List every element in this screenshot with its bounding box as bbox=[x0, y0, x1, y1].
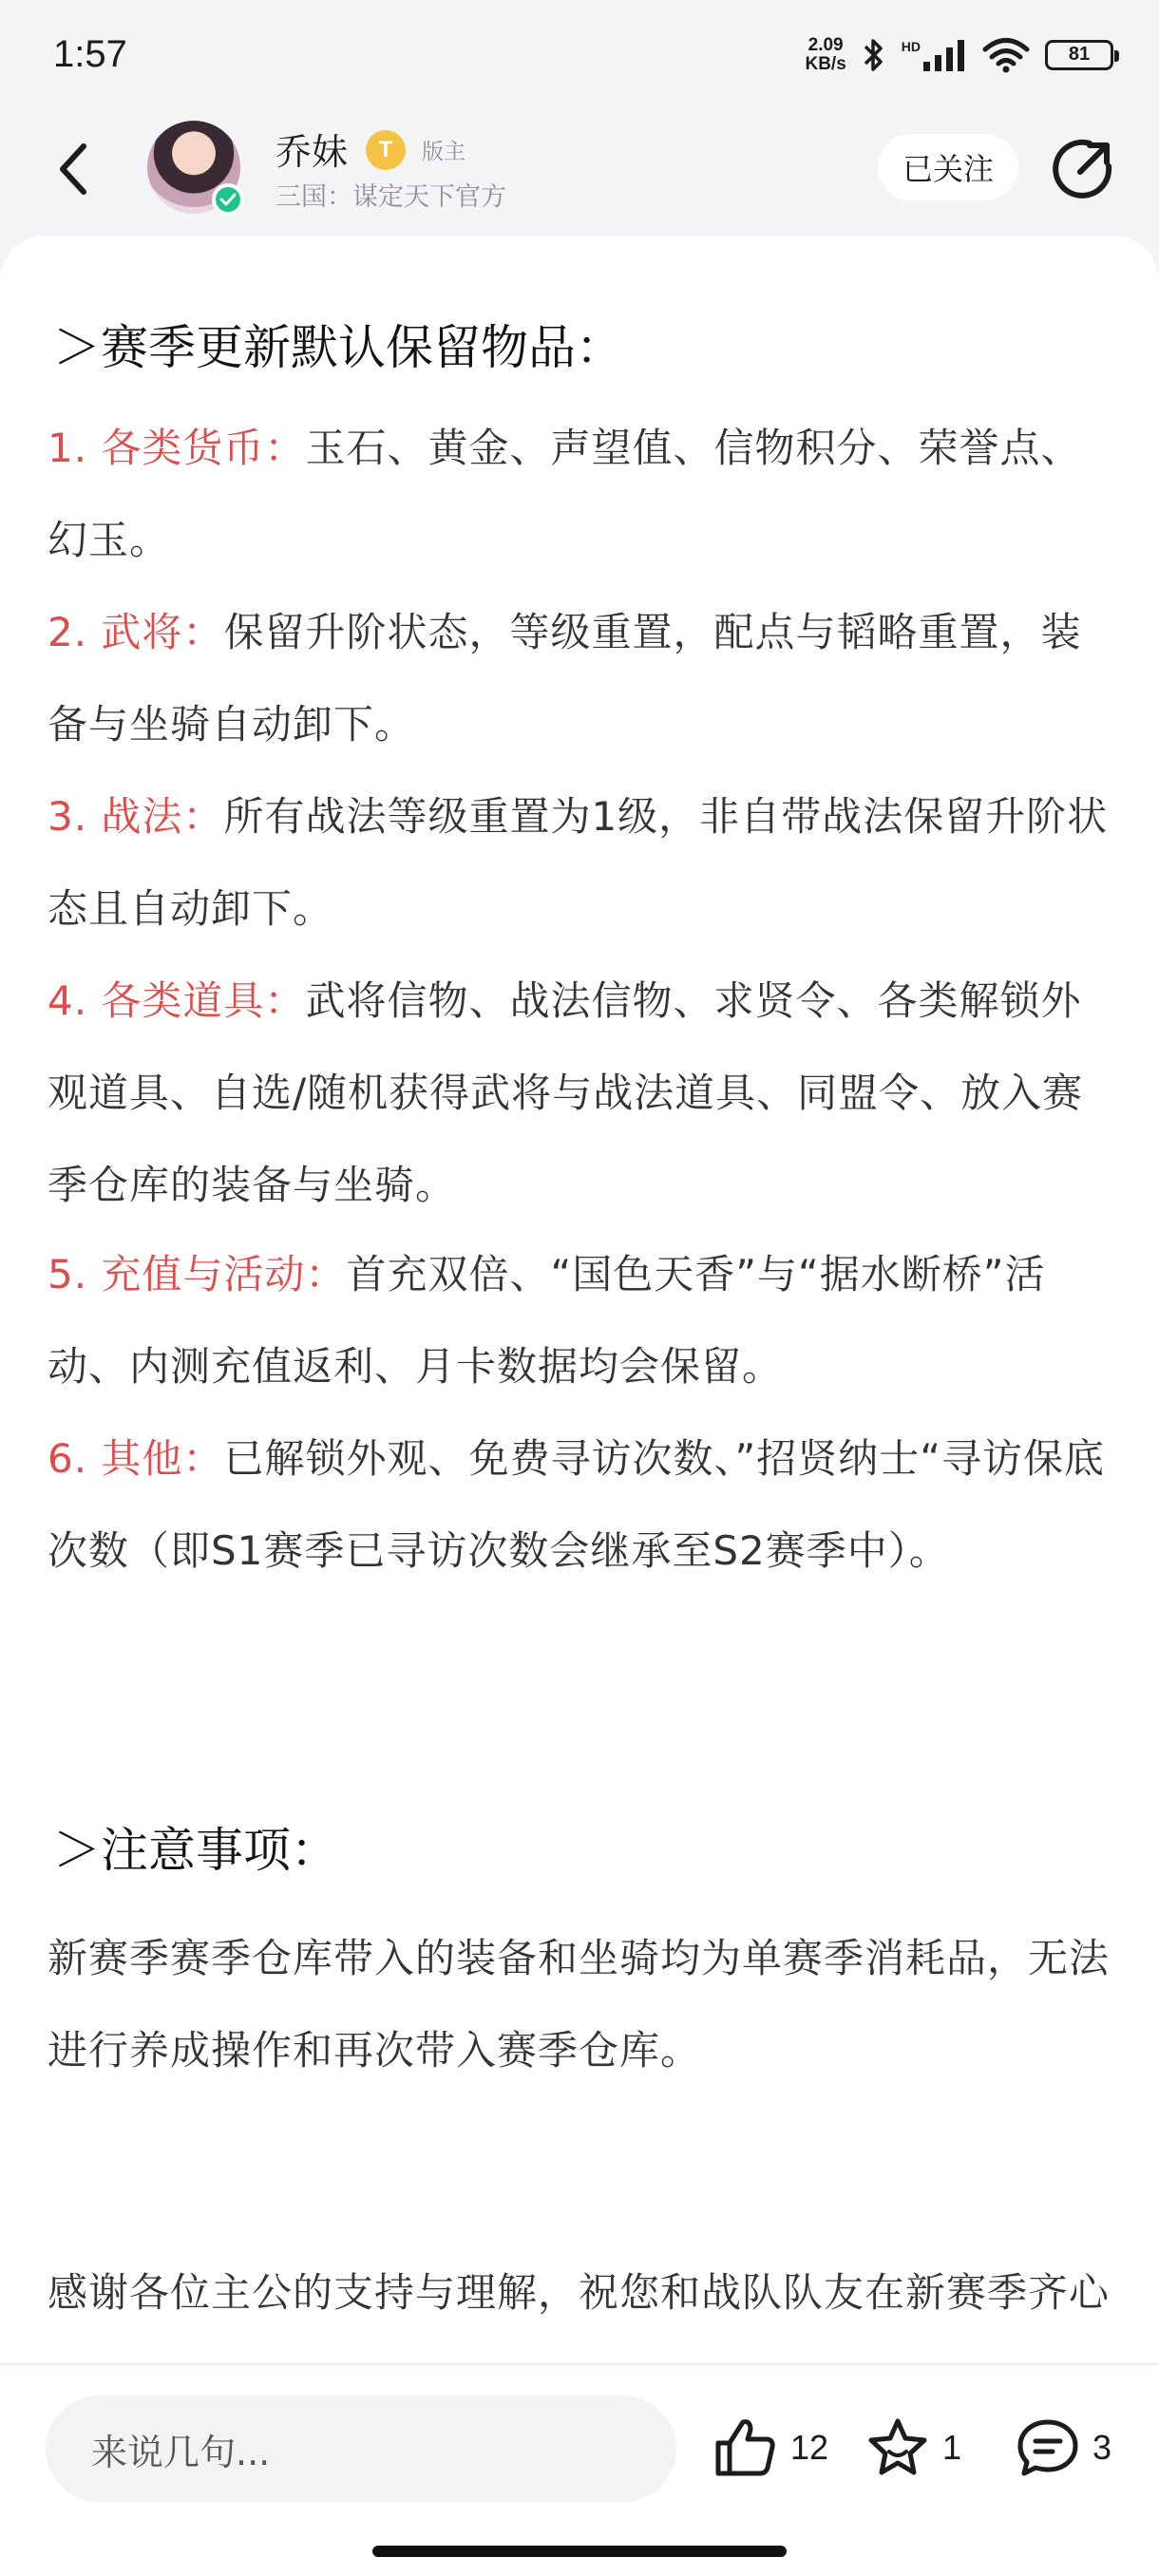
list-item-text: 武将信物、战法信物、求贤令、各类解锁外观道具、自选/随机获得武将与战法道具、同盟令、放入赛季仓库的装备与坐骑。 bbox=[48, 977, 1084, 1208]
list-item-text: 所有战法等级重置为1级，非自带战法保留升阶状态且自动卸下。 bbox=[48, 793, 1109, 932]
comment-count: 3 bbox=[1092, 2428, 1112, 2467]
list-item-label: 1. 各类货币： bbox=[48, 425, 306, 471]
like-button[interactable] bbox=[714, 2405, 828, 2491]
post-content bbox=[0, 236, 1159, 2363]
chevron-left-icon bbox=[55, 142, 93, 196]
list-item-label: 3. 战法： bbox=[48, 793, 224, 840]
notice-text: 新赛季赛季仓库带入的装备和坐骑均为单赛季消耗品，无法进行养成操作和再次带入赛季仓库。 bbox=[48, 1935, 1111, 2074]
list-item bbox=[48, 770, 1121, 955]
list-item bbox=[48, 1412, 1121, 1597]
home-indicator[interactable] bbox=[372, 2546, 787, 2557]
level-badge-icon: T bbox=[366, 130, 406, 170]
list-item bbox=[48, 402, 1121, 586]
post-header bbox=[0, 109, 1159, 233]
battery-icon: 81 bbox=[1045, 40, 1113, 70]
status-icons bbox=[805, 36, 1113, 74]
role-tag: 版主 bbox=[422, 140, 466, 164]
hd-signal: HD bbox=[902, 39, 967, 71]
list-item bbox=[48, 1228, 1121, 1412]
list-item bbox=[48, 955, 1121, 1231]
network-speed: 2.09 KB/s bbox=[805, 34, 846, 74]
section-heading-notice: ＞注意事项： bbox=[53, 1823, 338, 1878]
avatar[interactable] bbox=[147, 121, 240, 214]
like-count: 12 bbox=[790, 2428, 829, 2467]
wifi-icon bbox=[982, 37, 1030, 73]
share-button[interactable] bbox=[1050, 136, 1116, 202]
favorite-button[interactable] bbox=[866, 2405, 961, 2491]
author-name[interactable]: 乔妹 bbox=[276, 131, 349, 173]
follow-button[interactable]: 已关注 bbox=[878, 134, 1018, 200]
star-icon bbox=[866, 2417, 929, 2478]
back-button[interactable] bbox=[46, 136, 103, 202]
cellular-signal-icon bbox=[923, 39, 967, 71]
author-subtitle: 三国：谋定天下官方 bbox=[276, 182, 506, 212]
comment-bubble-icon bbox=[1016, 2417, 1079, 2478]
comment-button[interactable] bbox=[1016, 2405, 1112, 2491]
favorite-count: 1 bbox=[942, 2428, 962, 2467]
bottom-action-bar bbox=[0, 2363, 1159, 2576]
list-item-text: 已解锁外观、免费寻访次数、”招贤纳士“寻访保底次数（即S1赛季已寻访次数会继承至S2赛季中）。 bbox=[48, 1435, 1105, 1574]
list-item-text: 玉石、黄金、声望值、信物积分、荣誉点、幻玉。 bbox=[48, 425, 1082, 563]
status-bar bbox=[0, 0, 1159, 109]
list-item-text: 保留升阶状态，等级重置，配点与韬略重置，装备与坐骑自动卸下。 bbox=[48, 609, 1082, 748]
section-heading-retained-items: ＞赛季更新默认保留物品： bbox=[53, 320, 623, 375]
thanks-text: 感谢各位主公的支持与理解，祝您和战队队友在新赛季齐心 bbox=[48, 2269, 1111, 2316]
share-icon bbox=[1052, 138, 1114, 200]
list-item-label: 2. 武将： bbox=[48, 609, 224, 655]
list-item-label: 6. 其他： bbox=[48, 1435, 224, 1482]
status-time: 1:57 bbox=[53, 33, 127, 75]
list-item-text: 首充双倍、“国色天香”与“据水断桥”活动、内测充值返利、月卡数据均会保留。 bbox=[48, 1251, 1046, 1390]
list-item-label: 4. 各类道具： bbox=[48, 977, 306, 1024]
bluetooth-icon bbox=[862, 36, 886, 74]
comment-input[interactable]: 来说几句... bbox=[46, 2396, 676, 2502]
list-item bbox=[48, 586, 1121, 770]
verified-badge-icon bbox=[212, 183, 244, 216]
thumbs-up-icon bbox=[714, 2418, 777, 2477]
list-item-label: 5. 充值与活动： bbox=[48, 1251, 347, 1297]
